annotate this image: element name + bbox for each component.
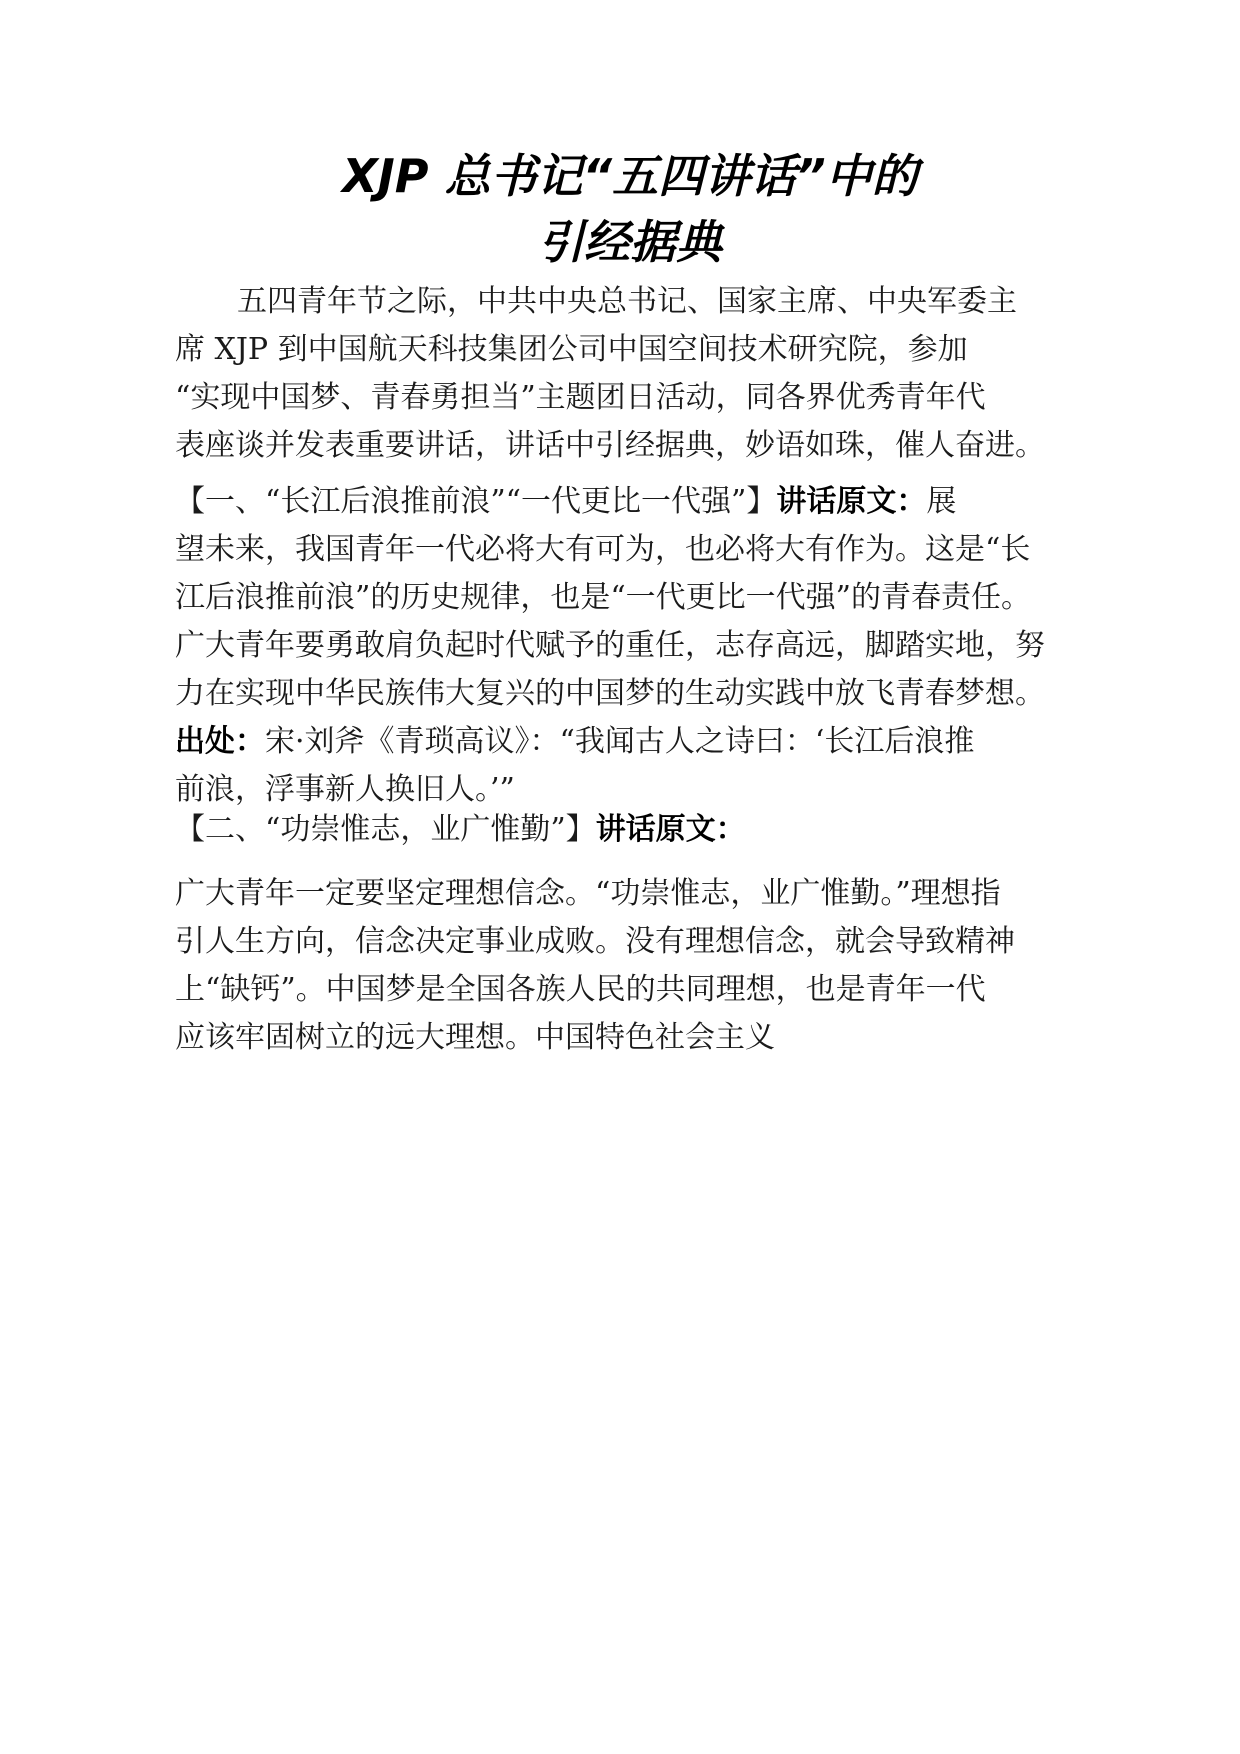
section-2-heading-line (175, 806, 1090, 854)
source-label: 出处： (175, 724, 265, 759)
source-line (175, 718, 1075, 766)
section-1-line: 望未来，我国青年一代必将大有可为，也必将大有作为。这是“长 (175, 532, 1031, 567)
document-title-line-1: XJP 总书记“五四讲话”中的 (342, 149, 918, 203)
section-2-label: 讲话原文： (595, 812, 746, 847)
section-1-line: 力在实现中华民族伟大复兴的中国梦的生动实践中放飞青春梦想。 (175, 676, 1045, 711)
section-2-paragraph (175, 870, 1075, 1062)
document-title-line-2: 引经据典 (538, 215, 722, 269)
intro-line: “实现中国梦、青春勇担当”主题团日活动，同各界优秀青年代 (175, 380, 986, 415)
intro-paragraph (175, 278, 1075, 470)
section-1-line: 广大青年要勇敢肩负起时代赋予的重任，志存高远，脚踏实地，努 (175, 628, 1045, 663)
section-2-line: 引人生方向，信念决定事业成败。没有理想信念，就会导致精神 (175, 924, 1015, 959)
section-1-heading: 【一、“长江后浪推前浪”“一代更比一代强”】 (175, 484, 777, 519)
source-text-2: 前浪，浮事新人换旧人。’” (175, 772, 515, 807)
section-1-label: 讲话原文： (776, 484, 927, 519)
intro-line: 席 XJP 到中国航天科技集团公司中国空间技术研究院，参加 (175, 332, 968, 367)
source-text-1: 宋·刘斧《青琐高议》：“我闻古人之诗曰：‘长江后浪推 (265, 724, 975, 759)
section-2-line: 应该牢固树立的远大理想。中国特色社会主义 (175, 1020, 775, 1055)
section-1-line: 江后浪推前浪”的历史规律，也是“一代更比一代强”的青春责任。 (175, 580, 1032, 615)
section-2-heading: 【二、“功崇惟志，业广惟勤”】 (175, 812, 596, 847)
section-1-source (175, 718, 1075, 814)
section-2-line: 广大青年一定要坚定理想信念。“功崇惟志，业广惟勤。”理想指 (175, 876, 1001, 911)
intro-line: 五四青年节之际，中共中央总书记、国家主席、中央军委主 (237, 284, 1017, 319)
section-2-line: 上“缺钙”。中国梦是全国各族人民的共同理想，也是青年一代 (175, 972, 986, 1007)
intro-line: 表座谈并发表重要讲话，讲话中引经据典，妙语如珠，催人奋进。 (175, 428, 1045, 463)
section-1-first-text: 展 (926, 484, 957, 519)
section-1-paragraph (175, 478, 1090, 718)
section-1-heading-line (175, 478, 1090, 526)
